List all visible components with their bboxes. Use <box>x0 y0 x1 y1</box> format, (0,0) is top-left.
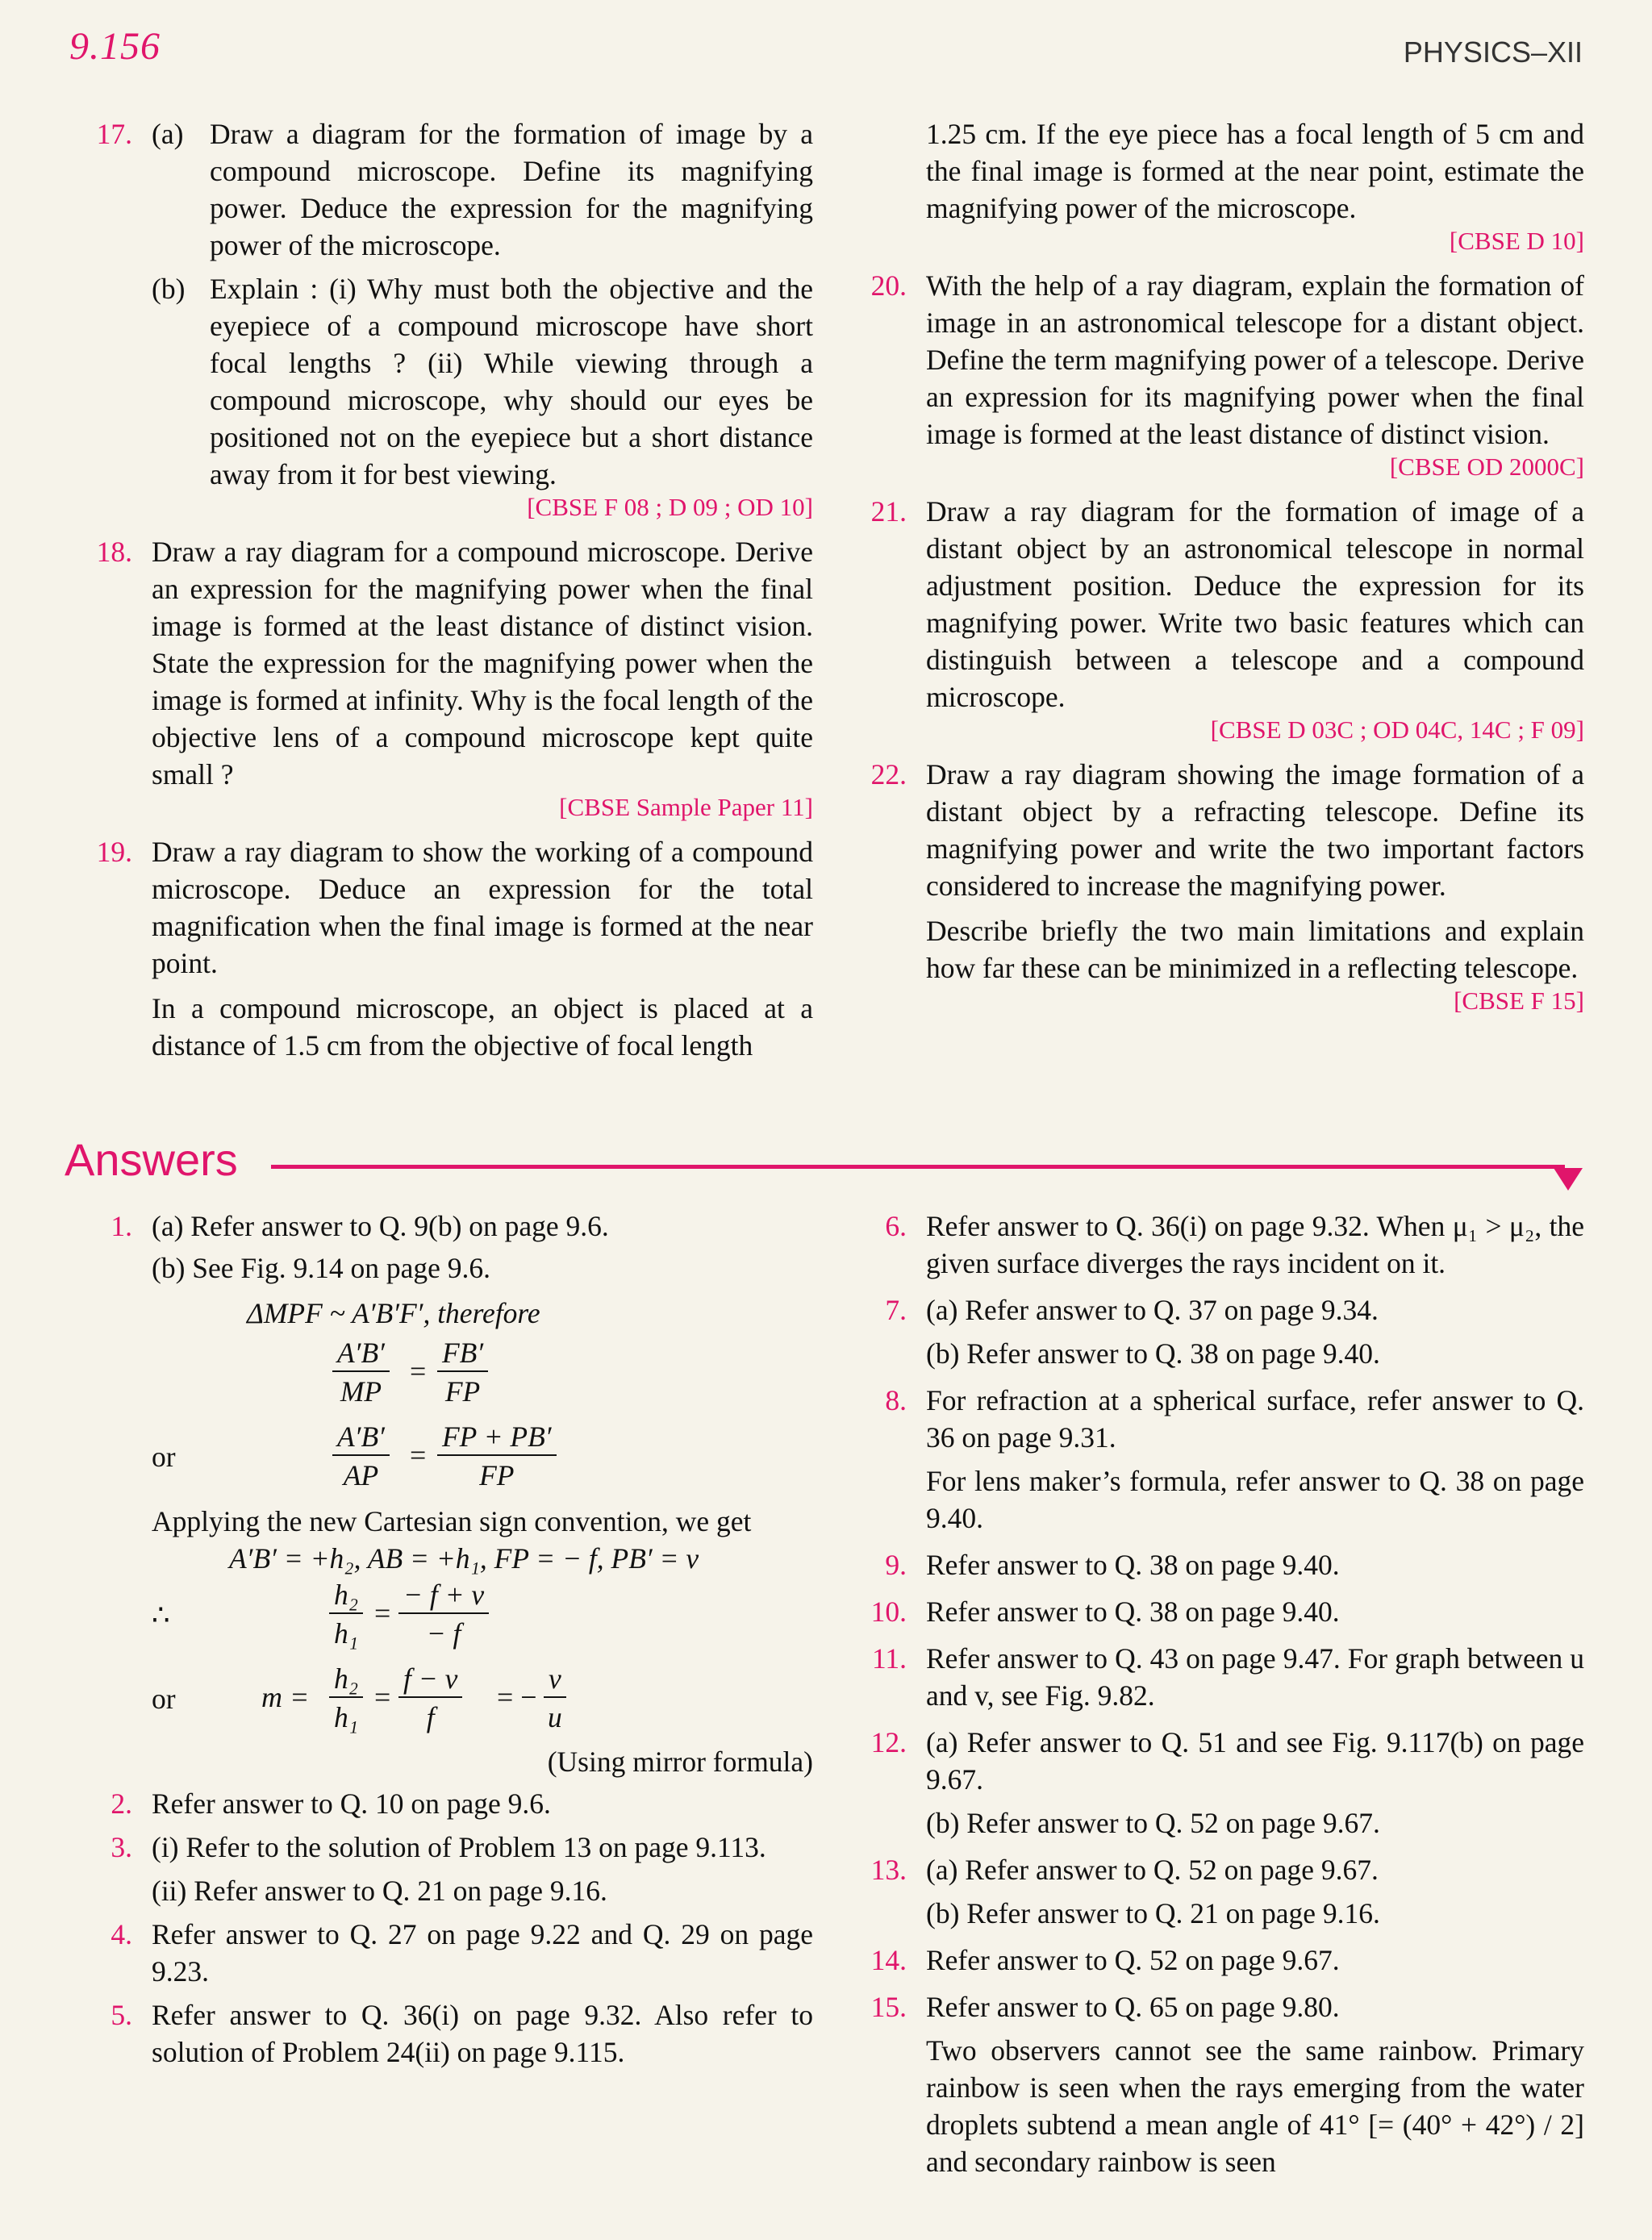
answer-9 <box>861 1546 1584 1583</box>
numerator: f − v <box>398 1661 462 1698</box>
answers-heading: Answers <box>65 1134 238 1185</box>
fraction <box>437 1419 557 1495</box>
running-head: PHYSICS–XII <box>1403 35 1583 69</box>
answer-number: 13. <box>870 1854 907 1886</box>
answer-text: Two observers cannot see the same rainbow. Primary rainbow is seen when the rays emerging from the water droplets subtend a mean angle of 41° [= (40° + 42°) / 2] and secondary rainbow is seen <box>926 2034 1584 2178</box>
answer-5 <box>87 1996 813 2071</box>
answer-2 <box>87 1785 813 1822</box>
answer-13 <box>861 1851 1584 1932</box>
page-number: 9.156 <box>69 25 161 68</box>
answer-text: (a) Refer answer to Q. 51 and see Fig. 9.117(b) on page 9.67. <box>926 1726 1584 1796</box>
formula-3 <box>87 1577 813 1661</box>
answer-3 <box>87 1829 813 1909</box>
numerator: − f + v <box>398 1577 489 1614</box>
or-word: or <box>152 1683 176 1715</box>
fraction <box>329 1661 363 1737</box>
answers-rule <box>271 1165 1565 1169</box>
question-text: Explain : (i) Why must both the objective and the eyepiece of a compound microscope have short focal lengths ? (ii) While viewing through a compound microscope, why should our eyes be positioned not on the eyepiece but a short distance away from it for best viewing. <box>210 273 813 490</box>
fraction <box>332 1419 390 1495</box>
answer-text: (i) Refer to the solution of Problem 13 on page 9.113. <box>152 1831 766 1863</box>
question-17 <box>87 115 813 524</box>
fraction <box>437 1335 488 1411</box>
answer-text: Refer answer to Q. 36(i) on page 9.32. Also refer to solution of Problem 24(ii) on page 9.115. <box>152 1999 813 2068</box>
numerator: h₂ <box>329 1661 363 1698</box>
equals-minus: = − <box>497 1681 537 1713</box>
answer-number: 9. <box>885 1549 907 1581</box>
answer-number: 15. <box>870 1991 907 2023</box>
answer-text: Refer answer to Q. 38 on page 9.40. <box>926 1549 1340 1581</box>
numerator: A′B′ <box>332 1335 390 1372</box>
answer-text: (b) See Fig. 9.14 on page 9.6. <box>152 1252 491 1284</box>
question-22 <box>861 756 1584 1017</box>
denominator: u <box>548 1701 562 1733</box>
answer-7 <box>861 1291 1584 1372</box>
numerator: FP + PB′ <box>437 1419 557 1456</box>
answer-text: (a) Refer answer to Q. 37 on page 9.34. <box>926 1294 1379 1326</box>
answer-number: 12. <box>870 1726 907 1758</box>
cbse-reference: [CBSE D 03C ; OD 04C, 14C ; F 09] <box>1210 715 1584 744</box>
question-17a <box>152 115 813 264</box>
m-equals: m = <box>261 1681 310 1713</box>
answer-number: 1. <box>111 1210 132 1242</box>
cbse-reference: [CBSE F 15] <box>1454 987 1584 1015</box>
question-17b <box>152 270 813 493</box>
answer-10 <box>861 1593 1584 1630</box>
answer-number: 14. <box>870 1944 907 1976</box>
formula-1 <box>87 1335 813 1419</box>
formula-4 <box>87 1661 813 1745</box>
answer-11 <box>861 1640 1584 1714</box>
numerator: v <box>544 1661 566 1698</box>
question-text: With the help of a ray diagram, explain the formation of image in an astronomical telescope for a distant object. Define the term magnifying power of a telescope. Derive an expression for its magnifying power when the final image is formed at the least distance of distinct vision. <box>926 269 1584 450</box>
answer-4 <box>87 1916 813 1990</box>
answer-number: 10. <box>870 1596 907 1628</box>
left-answers-column <box>87 1208 813 2080</box>
cbse-reference: [CBSE Sample Paper 11] <box>559 793 813 821</box>
denominator: MP <box>340 1375 382 1408</box>
answer-text: Refer answer to Q. 52 on page 9.67. <box>926 1944 1340 1976</box>
answer-text: Refer answer to Q. 65 on page 9.80. <box>926 1991 1340 2023</box>
question-text-continued: In a compound microscope, an object is placed at a distance of 1.5 cm from the objective of focal length <box>152 992 813 1062</box>
answer-text: Refer answer to Q. 38 on page 9.40. <box>926 1596 1340 1628</box>
question-number: 21. <box>870 495 907 528</box>
mirror-formula-note: (Using mirror formula) <box>547 1746 813 1778</box>
equals-sign: = <box>410 1355 427 1387</box>
question-text: Draw a ray diagram for a compound microscope. Derive an expression for the magnifying power when the final image is formed at the least distance of distinct vision. State the expression for the magnifying power when the image is formed at infinity. Why is the focal length of the objective lens of a compound microscope kept quite small ? <box>152 536 813 790</box>
denominator: FP <box>444 1375 481 1408</box>
answer-15 <box>861 1988 1584 2180</box>
numerator: FB′ <box>437 1335 488 1372</box>
fraction <box>544 1661 566 1737</box>
right-questions-column <box>861 115 1584 1027</box>
question-19 <box>87 833 813 1064</box>
equals-sign: = <box>374 1681 391 1713</box>
answer-number: 6. <box>885 1210 907 1242</box>
answer-text: (b) Refer answer to Q. 52 on page 9.67. <box>926 1807 1380 1839</box>
answer-text: For refraction at a spherical surface, refer answer to Q. 36 on page 9.31. <box>926 1384 1584 1454</box>
question-text: Draw a ray diagram to show the working of a compound microscope. Deduce an expression for the total magnification when the final image is formed at the near point. <box>152 836 813 979</box>
question-19-continued <box>861 115 1584 257</box>
question-text: 1.25 cm. If the eye piece has a focal length of 5 cm and the final image is formed at the near point, estimate the magnifying power of the microscope. <box>926 118 1584 224</box>
part-label: (a) <box>152 118 184 150</box>
cbse-reference: [CBSE D 10] <box>1449 227 1584 255</box>
answer-number: 4. <box>111 1918 132 1950</box>
answer-14 <box>861 1942 1584 1979</box>
sign-convention-text <box>87 1503 813 1577</box>
fraction <box>398 1577 489 1653</box>
denominator: FP <box>479 1459 515 1491</box>
numerator: h₂ <box>329 1577 363 1614</box>
answer-text: Refer answer to Q. 43 on page 9.47. For graph between u and v, see Fig. 9.82. <box>926 1642 1584 1712</box>
question-20 <box>861 267 1584 483</box>
fraction <box>332 1335 390 1411</box>
question-number: 18. <box>96 536 132 568</box>
answer-number: 3. <box>111 1831 132 1863</box>
answer-text: (a) Refer answer to Q. 9(b) on page 9.6. <box>152 1210 609 1242</box>
part-label: (b) <box>152 273 186 305</box>
cbse-reference: [CBSE F 08 ; D 09 ; OD 10] <box>527 493 813 521</box>
denominator: f <box>426 1701 435 1733</box>
denominator: AP <box>343 1459 379 1491</box>
answer-text: (b) Refer answer to Q. 38 on page 9.40. <box>926 1337 1380 1370</box>
question-number: 22. <box>870 758 907 790</box>
denominator: − f <box>426 1617 461 1650</box>
answer-text: (b) Refer answer to Q. 21 on page 9.16. <box>926 1897 1380 1929</box>
question-text-continued: Describe briefly the two main limitations and explain how far these can be minimized in a reflecting telescope. <box>926 915 1584 984</box>
answer-1 <box>87 1208 813 1332</box>
therefore-symbol: ∴ <box>152 1599 170 1631</box>
question-text: Draw a ray diagram for the formation of image of a distant object by an astronomical telescope in normal adjustment position. Deduce the expression for its magnifying power. Write two basic features which can distinguish between a telescope and a compound microscope. <box>926 495 1584 713</box>
denominator: h₁ <box>334 1617 359 1650</box>
answer-number: 2. <box>111 1787 132 1820</box>
fraction <box>329 1577 363 1653</box>
similar-triangles-line: ΔMPF ~ A′B′F′, therefore <box>247 1297 540 1329</box>
question-number: 20. <box>870 269 907 302</box>
denominator: h₁ <box>334 1701 359 1733</box>
answer-text: Applying the new Cartesian sign convention, we get <box>152 1505 752 1537</box>
right-answers-column <box>861 1208 1584 2190</box>
question-number: 19. <box>96 836 132 868</box>
question-18 <box>87 533 813 824</box>
sign-values: A′B′ = +h₂, AB = +h₁, FP = − f, PB′ = v <box>229 1542 699 1575</box>
answer-text: (ii) Refer answer to Q. 21 on page 9.16. <box>152 1875 607 1907</box>
answer-text: Refer answer to Q. 36(i) on page 9.32. When μ₁ > μ₂, the given surface diverges the rays incident on it. <box>926 1210 1584 1279</box>
or-word: or <box>152 1441 176 1473</box>
fraction <box>398 1661 462 1737</box>
left-questions-column <box>87 115 813 1074</box>
answer-8 <box>861 1382 1584 1537</box>
answer-number: 8. <box>885 1384 907 1416</box>
answer-number: 5. <box>111 1999 132 2031</box>
answer-text: (a) Refer answer to Q. 52 on page 9.67. <box>926 1854 1379 1886</box>
question-text: Draw a ray diagram showing the image formation of a distant object by a refracting telescope. Define its magnifying power and write the two important factors considered to increase the magnifying power. <box>926 758 1584 902</box>
question-21 <box>861 493 1584 746</box>
formula-2 <box>87 1419 813 1503</box>
numerator: A′B′ <box>332 1419 390 1456</box>
answer-text: For lens maker’s formula, refer answer to Q. 38 on page 9.40. <box>926 1465 1584 1534</box>
answer-number: 11. <box>871 1642 907 1675</box>
answer-12 <box>861 1724 1584 1842</box>
answer-number: 7. <box>885 1294 907 1326</box>
answer-text: Refer answer to Q. 10 on page 9.6. <box>152 1787 551 1820</box>
equals-sign: = <box>410 1439 427 1471</box>
answers-arrow-icon <box>1554 1168 1583 1191</box>
question-number: 17. <box>96 118 132 150</box>
answer-text: Refer answer to Q. 27 on page 9.22 and Q. 29 on page 9.23. <box>152 1918 813 1988</box>
answer-6 <box>861 1208 1584 1282</box>
equals-sign: = <box>374 1597 391 1629</box>
question-text: Draw a diagram for the formation of image by a compound microscope. Define its magnifying power. Deduce the expression for the magnifying power of the microscope. <box>210 118 813 261</box>
cbse-reference: [CBSE OD 2000C] <box>1389 453 1584 481</box>
